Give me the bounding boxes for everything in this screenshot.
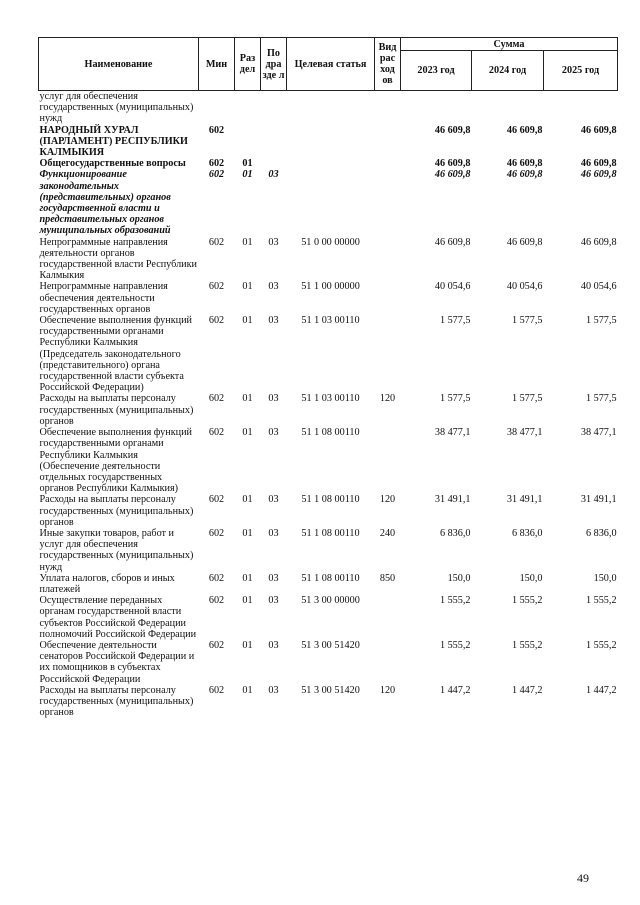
cell-name: услуг для обеспечения государственных (муниципальных) нужд (39, 91, 194, 125)
cell-podrazdel: 03 (268, 393, 279, 405)
cell-vid: 120 (379, 494, 396, 506)
table-row (39, 158, 618, 169)
cell-razdel: 01 (242, 595, 253, 607)
cell-target: 51 0 00 00000 (301, 236, 360, 248)
cell-sum-2025: 46 609,8 (580, 169, 617, 181)
cell-sum-2025: 38 477,1 (580, 427, 617, 439)
cell-sum-2024: 31 491,1 (506, 494, 543, 506)
cell-vid: 850 (379, 572, 396, 584)
header-name: Наименование (39, 38, 199, 91)
cell-sum-2023: 31 491,1 (434, 494, 471, 506)
cell-sum-2024: 38 477,1 (506, 427, 543, 439)
cell-sum-2024: 1 577,5 (511, 315, 543, 327)
cell-sum-2025: 46 609,8 (580, 158, 617, 170)
header-sum: Сумма (401, 38, 618, 51)
cell-min: 602 (208, 393, 225, 405)
table-row (39, 640, 618, 685)
cell-sum-2024: 46 609,8 (506, 158, 543, 170)
cell-min: 602 (208, 427, 225, 439)
cell-sum-2024: 1 577,5 (511, 393, 543, 405)
cell-sum-2024: 1 555,2 (511, 595, 543, 607)
cell-min: 602 (208, 124, 225, 136)
cell-sum-2025: 46 609,8 (580, 236, 617, 248)
cell-podrazdel: 03 (268, 595, 279, 607)
cell-sum-2025 (544, 91, 618, 125)
cell-min: 602 (208, 595, 225, 607)
cell-razdel: 01 (242, 494, 253, 506)
cell-razdel: 01 (242, 427, 253, 439)
cell-sum-2024: 6 836,0 (511, 527, 543, 539)
cell-sum-2025: 1 555,2 (585, 595, 617, 607)
cell-podrazdel (261, 158, 287, 169)
cell-name: Общегосударственные вопросы (39, 158, 186, 170)
table-row (39, 125, 618, 159)
cell-podrazdel: 03 (268, 281, 279, 293)
header-min: Мин (199, 38, 235, 91)
cell-vid (375, 640, 401, 685)
cell-sum-2023: 1 447,2 (439, 684, 471, 696)
table-row (39, 91, 618, 125)
cell-sum-2023: 1 555,2 (439, 639, 471, 651)
table-row (39, 573, 618, 595)
cell-target (287, 125, 375, 159)
cell-sum-2025: 1 555,2 (585, 639, 617, 651)
cell-podrazdel (261, 125, 287, 159)
cell-sum-2023: 38 477,1 (434, 427, 471, 439)
cell-min: 602 (208, 684, 225, 696)
cell-target (287, 169, 375, 236)
cell-sum-2024: 1 555,2 (511, 639, 543, 651)
cell-sum-2023: 6 836,0 (439, 527, 471, 539)
cell-vid (375, 158, 401, 169)
cell-razdel: 01 (242, 684, 253, 696)
cell-min: 602 (208, 527, 225, 539)
table-row (39, 528, 618, 573)
cell-min (199, 91, 235, 125)
cell-name: Непрограммные направления деятельности органов государственной власти Республики Калмыкия (39, 236, 198, 282)
cell-razdel: 01 (242, 315, 253, 327)
cell-razdel (235, 91, 261, 125)
cell-sum-2025: 6 836,0 (585, 527, 617, 539)
cell-podrazdel: 03 (268, 315, 279, 327)
cell-target: 51 1 08 00110 (301, 527, 360, 539)
cell-vid (375, 169, 401, 236)
cell-sum-2024: 46 609,8 (506, 236, 543, 248)
cell-min: 602 (208, 494, 225, 506)
table-row (39, 427, 618, 494)
cell-sum-2023: 46 609,8 (434, 124, 471, 136)
cell-sum-2025: 40 054,6 (580, 281, 617, 293)
cell-name: Непрограммные направления обеспечения деятельности государственных органов (39, 281, 168, 315)
cell-sum-2024 (472, 91, 544, 125)
header-podrazdel: По дра зде л (261, 38, 287, 91)
cell-name: Иные закупки товаров, работ и услуг для обеспечения государственных (муниципальных) нужд (39, 527, 194, 573)
cell-sum-2023: 1 577,5 (439, 393, 471, 405)
cell-name: НАРОДНЫЙ ХУРАЛ (ПАРЛАМЕНТ) РЕСПУБЛИКИ КАЛМЫКИЯ (39, 124, 188, 159)
cell-sum-2025: 1 447,2 (585, 684, 617, 696)
cell-sum-2025: 46 609,8 (580, 124, 617, 136)
cell-min: 602 (208, 281, 225, 293)
cell-vid (375, 315, 401, 393)
cell-sum-2024: 46 609,8 (506, 124, 543, 136)
cell-vid (375, 125, 401, 159)
header-year-2024: 2024 год (472, 51, 544, 91)
cell-vid: 120 (379, 393, 396, 405)
cell-razdel (235, 125, 261, 159)
cell-target: 51 1 03 00110 (301, 315, 360, 327)
cell-target: 51 1 00 00000 (301, 281, 360, 293)
cell-sum-2023: 1 555,2 (439, 595, 471, 607)
cell-target: 51 3 00 51420 (301, 639, 360, 651)
cell-razdel: 01 (242, 281, 253, 293)
cell-target: 51 1 08 00110 (301, 494, 360, 506)
table-body (39, 91, 618, 719)
cell-razdel: 01 (242, 572, 253, 584)
cell-target: 51 1 08 00110 (301, 572, 360, 584)
header-year-2025: 2025 год (544, 51, 618, 91)
cell-min: 602 (208, 169, 225, 181)
table-row (39, 685, 618, 719)
table-row (39, 169, 618, 236)
table-row (39, 393, 618, 427)
cell-sum-2023: 46 609,8 (434, 169, 471, 181)
cell-razdel: 01 (242, 393, 253, 405)
cell-sum-2023: 1 577,5 (439, 315, 471, 327)
cell-target: 51 3 00 51420 (301, 684, 360, 696)
header-razdel: Раз дел (235, 38, 261, 91)
cell-name: Осуществление переданных органам государственной власти субъектов Российской Федерации полномочий Российской Федерации (39, 595, 197, 640)
cell-target: 51 3 00 00000 (301, 595, 360, 607)
cell-sum-2024: 40 054,6 (506, 281, 543, 293)
cell-podrazdel: 03 (268, 527, 279, 539)
cell-podrazdel: 03 (268, 427, 279, 439)
table-header (39, 38, 618, 91)
cell-vid (375, 237, 401, 282)
cell-vid: 240 (379, 527, 396, 539)
cell-sum-2023 (401, 91, 472, 125)
cell-name: Обеспечение деятельности сенаторов Российской Федерации и их помощников в субъектах Российской Федерации (39, 639, 195, 685)
cell-target: 51 1 03 00110 (301, 393, 360, 405)
table-row (39, 281, 618, 315)
table-row (39, 315, 618, 393)
cell-sum-2025: 150,0 (593, 572, 617, 584)
cell-vid (375, 91, 401, 125)
cell-sum-2023: 46 609,8 (434, 236, 471, 248)
cell-sum-2023: 46 609,8 (434, 158, 471, 170)
cell-podrazdel: 03 (268, 169, 279, 181)
cell-razdel: 01 (242, 639, 253, 651)
cell-razdel: 01 (242, 527, 253, 539)
header-year-2023: 2023 год (401, 51, 472, 91)
cell-min: 602 (208, 236, 225, 248)
cell-sum-2024: 46 609,8 (506, 169, 543, 181)
cell-razdel: 01 (242, 169, 253, 181)
cell-target (287, 91, 375, 125)
cell-sum-2024: 1 447,2 (511, 684, 543, 696)
cell-name: Расходы на выплаты персоналу государственных (муниципальных) органов (39, 494, 194, 528)
cell-name: Расходы на выплаты персоналу государственных (муниципальных) органов (39, 393, 194, 427)
cell-sum-2023: 150,0 (447, 572, 471, 584)
cell-vid (375, 427, 401, 494)
page-number: 49 (577, 871, 589, 885)
cell-podrazdel (261, 91, 287, 125)
cell-sum-2024: 150,0 (519, 572, 543, 584)
cell-name: Расходы на выплаты персоналу государственных (муниципальных) органов (39, 684, 194, 719)
budget-table (38, 37, 618, 718)
cell-vid: 120 (379, 684, 396, 696)
cell-podrazdel: 03 (268, 236, 279, 248)
cell-target: 51 1 08 00110 (301, 427, 360, 439)
cell-podrazdel: 03 (268, 572, 279, 584)
cell-razdel: 01 (242, 158, 253, 170)
table-row (39, 237, 618, 282)
cell-min: 602 (208, 158, 225, 170)
cell-razdel: 01 (242, 236, 253, 248)
table-row (39, 494, 618, 528)
cell-podrazdel: 03 (268, 684, 279, 696)
cell-target (287, 158, 375, 169)
header-target: Целевая статья (287, 38, 375, 91)
cell-sum-2025: 1 577,5 (585, 315, 617, 327)
cell-sum-2023: 40 054,6 (434, 281, 471, 293)
cell-name: Функционирование законодательных (представительных) органов государственной власти и представительных органов муниципальных образований (39, 169, 171, 237)
cell-vid (375, 595, 401, 640)
cell-name: Обеспечение выполнения функций государственными органами Республики Калмыкия (Обеспечение деятельности отдельных государственных органов Республики Калмыкия) (39, 427, 192, 495)
cell-min: 602 (208, 639, 225, 651)
cell-podrazdel: 03 (268, 639, 279, 651)
cell-min: 602 (208, 572, 225, 584)
cell-name: Обеспечение выполнения функций государственными органами Республики Калмыкия (Председатель законодательного (представительного) органа государственной власти субъекта Российской Федерации) (39, 315, 192, 394)
cell-name: Уплата налогов, сборов и иных платежей (39, 572, 175, 595)
cell-podrazdel: 03 (268, 494, 279, 506)
cell-sum-2025: 31 491,1 (580, 494, 617, 506)
cell-min: 602 (208, 315, 225, 327)
cell-sum-2025: 1 577,5 (585, 393, 617, 405)
table-row (39, 595, 618, 640)
cell-vid (375, 281, 401, 315)
header-vid: Вид рас ход ов (375, 38, 401, 91)
